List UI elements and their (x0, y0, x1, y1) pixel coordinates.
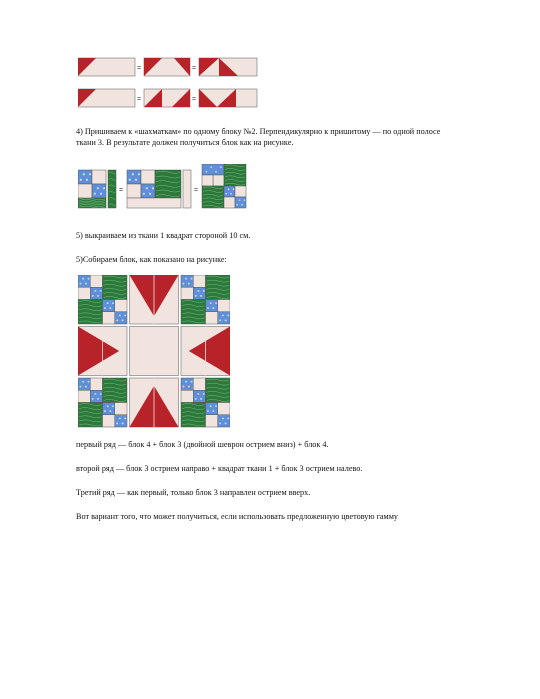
green-fabric (181, 300, 206, 325)
cream-square (218, 403, 230, 415)
blue-fabric (218, 312, 230, 324)
blue-fabric-dot (207, 307, 209, 309)
figure-block4-assembly (78, 164, 248, 214)
equals-sign: = (136, 65, 142, 72)
blue-fabric-dot (94, 393, 96, 395)
blue-fabric-dot (195, 398, 197, 400)
blue-fabric-dot (227, 314, 229, 316)
green-fabric (202, 186, 224, 208)
step5b-text: 5)Собираем блок, как показано на рисунке: (76, 255, 227, 264)
blue-fabric-dot (122, 319, 124, 321)
blue-fabric (90, 390, 102, 402)
blue-fabric-dot (92, 295, 94, 297)
cream-square (127, 184, 141, 198)
step5a-text: 5) выкраиваем из ткани 1 квадрат стороной 10 см. (76, 231, 251, 240)
blue-fabric (92, 184, 106, 198)
cream-square (92, 170, 106, 184)
blue-fabric-dot (239, 199, 241, 201)
cream-square (181, 390, 193, 402)
green-fabric (103, 378, 128, 403)
cream-strip (127, 198, 181, 208)
blue-fabric-dot (79, 386, 81, 388)
cream-square (235, 186, 246, 197)
blue-fabric-dot (112, 405, 114, 407)
blue-fabric (206, 403, 218, 415)
blue-fabric-dot (112, 302, 114, 304)
blue-fabric-dot (191, 278, 193, 280)
blue-fabric-dot (207, 410, 209, 412)
blue-fabric-dot (197, 290, 199, 292)
blue-fabric-dot (146, 187, 148, 189)
blue-fabric-dot (143, 193, 145, 195)
blue-fabric-dot (103, 187, 105, 189)
blue-fabric (78, 275, 90, 287)
green-fabric (181, 403, 206, 428)
blue-fabric-dot (119, 417, 121, 419)
green-fabric (206, 275, 231, 300)
blue-fabric-dot (135, 179, 137, 181)
green-fabric (78, 300, 103, 325)
blue-fabric-dot (89, 173, 91, 175)
blue-fabric (235, 197, 246, 208)
blue-fabric-dot (210, 405, 212, 407)
step4-line1: 4) Пришиваем к «шахматкам» по одному блоку №2. Перпендикулярно к пришитому — по одной полосе (76, 127, 441, 136)
cream-strip (183, 170, 191, 208)
cream-square (224, 197, 235, 208)
cream-square (206, 312, 218, 324)
blue-fabric-dot (228, 188, 230, 190)
figure-final-block (78, 275, 230, 429)
blue-fabric-dot (220, 166, 222, 168)
blue-fabric-dot (94, 290, 96, 292)
blue-fabric-dot (185, 278, 187, 280)
row1-text: первый ряд — блок 4 + блок 3 (двойной шеврон острием вниз) + блок 4. (76, 440, 329, 449)
blue-fabric-dot (219, 422, 221, 424)
blue-fabric-dot (82, 278, 84, 280)
cream-square (90, 378, 102, 390)
blue-fabric-dot (188, 386, 190, 388)
blue-fabric (103, 300, 115, 312)
cream-square (193, 378, 205, 390)
blue-fabric-dot (80, 179, 82, 181)
green-fabric (108, 170, 116, 208)
blue-fabric-dot (191, 381, 193, 383)
blue-fabric-dot (200, 295, 202, 297)
blue-fabric-dot (83, 173, 85, 175)
blue-fabric-dot (124, 417, 126, 419)
blue-fabric (202, 164, 224, 175)
blue-fabric (181, 378, 193, 390)
blue-fabric-dot (85, 386, 87, 388)
cream-square (141, 170, 155, 184)
cream-square (115, 300, 127, 312)
blue-fabric-dot (197, 393, 199, 395)
cream-square (103, 312, 115, 324)
blue-fabric-dot (100, 393, 102, 395)
blue-fabric-dot (206, 171, 208, 173)
blue-fabric-dot (219, 319, 221, 321)
blue-fabric (115, 415, 127, 427)
closing-text: Вот вариант того, что может получиться, если использовать предложенную цветовую гамму (76, 512, 398, 521)
cream-square (193, 275, 205, 287)
blue-fabric-dot (227, 417, 229, 419)
green-fabric (78, 403, 103, 428)
blue-fabric-dot (97, 398, 99, 400)
blue-fabric-dot (212, 410, 214, 412)
blue-fabric-dot (195, 295, 197, 297)
cream-square (90, 275, 102, 287)
blue-fabric-dot (100, 193, 102, 195)
blue-fabric-dot (210, 166, 212, 168)
blue-fabric-dot (97, 187, 99, 189)
blue-fabric-dot (185, 381, 187, 383)
blue-fabric-dot (138, 173, 140, 175)
green-fabric (206, 378, 231, 403)
blue-fabric (90, 287, 102, 299)
blue-fabric-dot (244, 199, 246, 201)
blue-fabric-dot (210, 302, 212, 304)
blue-fabric-dot (225, 422, 227, 424)
blue-fabric-dot (215, 171, 217, 173)
blue-fabric-dot (222, 314, 224, 316)
cream-square (218, 300, 230, 312)
blue-fabric-dot (104, 307, 106, 309)
blue-fabric-dot (233, 188, 235, 190)
blue-fabric-dot (149, 193, 151, 195)
blue-fabric-dot (215, 302, 217, 304)
cream-square (103, 415, 115, 427)
blue-fabric-dot (203, 290, 205, 292)
blue-fabric-dot (85, 283, 87, 285)
blue-fabric-dot (88, 278, 90, 280)
equals-sign: = (118, 187, 124, 194)
blue-fabric (78, 170, 92, 184)
blue-fabric (206, 300, 218, 312)
cream-square (115, 403, 127, 415)
blue-fabric (218, 415, 230, 427)
blue-fabric (103, 403, 115, 415)
step4-line2: ткани 3. В результате должен получиться блок как на рисунке. (76, 138, 294, 147)
green-fabric (224, 164, 246, 186)
blue-fabric-dot (200, 398, 202, 400)
green-fabric (103, 275, 128, 300)
blue-fabric-dot (132, 173, 134, 175)
blue-fabric-dot (116, 319, 118, 321)
blue-fabric-dot (241, 204, 243, 206)
blue-fabric-dot (225, 319, 227, 321)
blue-fabric-dot (188, 283, 190, 285)
blue-fabric-dot (222, 417, 224, 419)
blue-fabric-dot (86, 179, 88, 181)
blue-fabric (141, 184, 155, 198)
blue-fabric-dot (215, 405, 217, 407)
blue-fabric-dot (182, 283, 184, 285)
cream-square (213, 175, 224, 186)
blue-fabric-dot (107, 405, 109, 407)
row3-text: Третий ряд — как первый, только блок 3 направлен острием вверх. (76, 488, 311, 497)
green-fabric (155, 170, 181, 198)
blue-fabric (78, 378, 90, 390)
blue-fabric-dot (79, 283, 81, 285)
blue-fabric-dot (97, 295, 99, 297)
blue-fabric-dot (116, 422, 118, 424)
blue-fabric-dot (203, 393, 205, 395)
blue-fabric (127, 170, 141, 184)
blue-fabric-dot (236, 204, 238, 206)
blue-fabric-dot (88, 381, 90, 383)
blue-fabric (181, 275, 193, 287)
row2-text: второй ряд — блок 3 острием направо + квадрат ткани 1 + блок 3 острием налево. (76, 464, 363, 473)
blue-fabric-dot (225, 193, 227, 195)
cream-square (181, 287, 193, 299)
blue-fabric-dot (129, 179, 131, 181)
equals-sign: = (191, 65, 197, 72)
blue-fabric-dot (230, 193, 232, 195)
blue-fabric-dot (92, 398, 94, 400)
blue-fabric-dot (82, 381, 84, 383)
blue-fabric-dot (119, 314, 121, 316)
blue-fabric (224, 186, 235, 197)
blue-fabric-dot (182, 386, 184, 388)
blue-fabric (193, 390, 205, 402)
cream-square (206, 415, 218, 427)
equals-sign: = (193, 187, 199, 194)
blue-fabric-dot (109, 410, 111, 412)
blue-fabric (193, 287, 205, 299)
blue-fabric-dot (100, 290, 102, 292)
equals-sign: = (136, 96, 142, 103)
blue-fabric-dot (107, 302, 109, 304)
blue-fabric-dot (152, 187, 154, 189)
cream-square (78, 287, 90, 299)
blue-fabric-dot (212, 307, 214, 309)
blue-fabric-dot (109, 307, 111, 309)
cream-square (202, 175, 213, 186)
equals-sign: = (191, 96, 197, 103)
cream-square (78, 184, 92, 198)
blue-fabric-dot (104, 410, 106, 412)
blue-fabric-dot (122, 422, 124, 424)
center-cream-square (130, 327, 179, 376)
cream-square (78, 390, 90, 402)
blue-fabric-dot (94, 193, 96, 195)
figure-strip-assembly (78, 56, 263, 112)
blue-fabric-dot (124, 314, 126, 316)
blue-fabric (115, 312, 127, 324)
